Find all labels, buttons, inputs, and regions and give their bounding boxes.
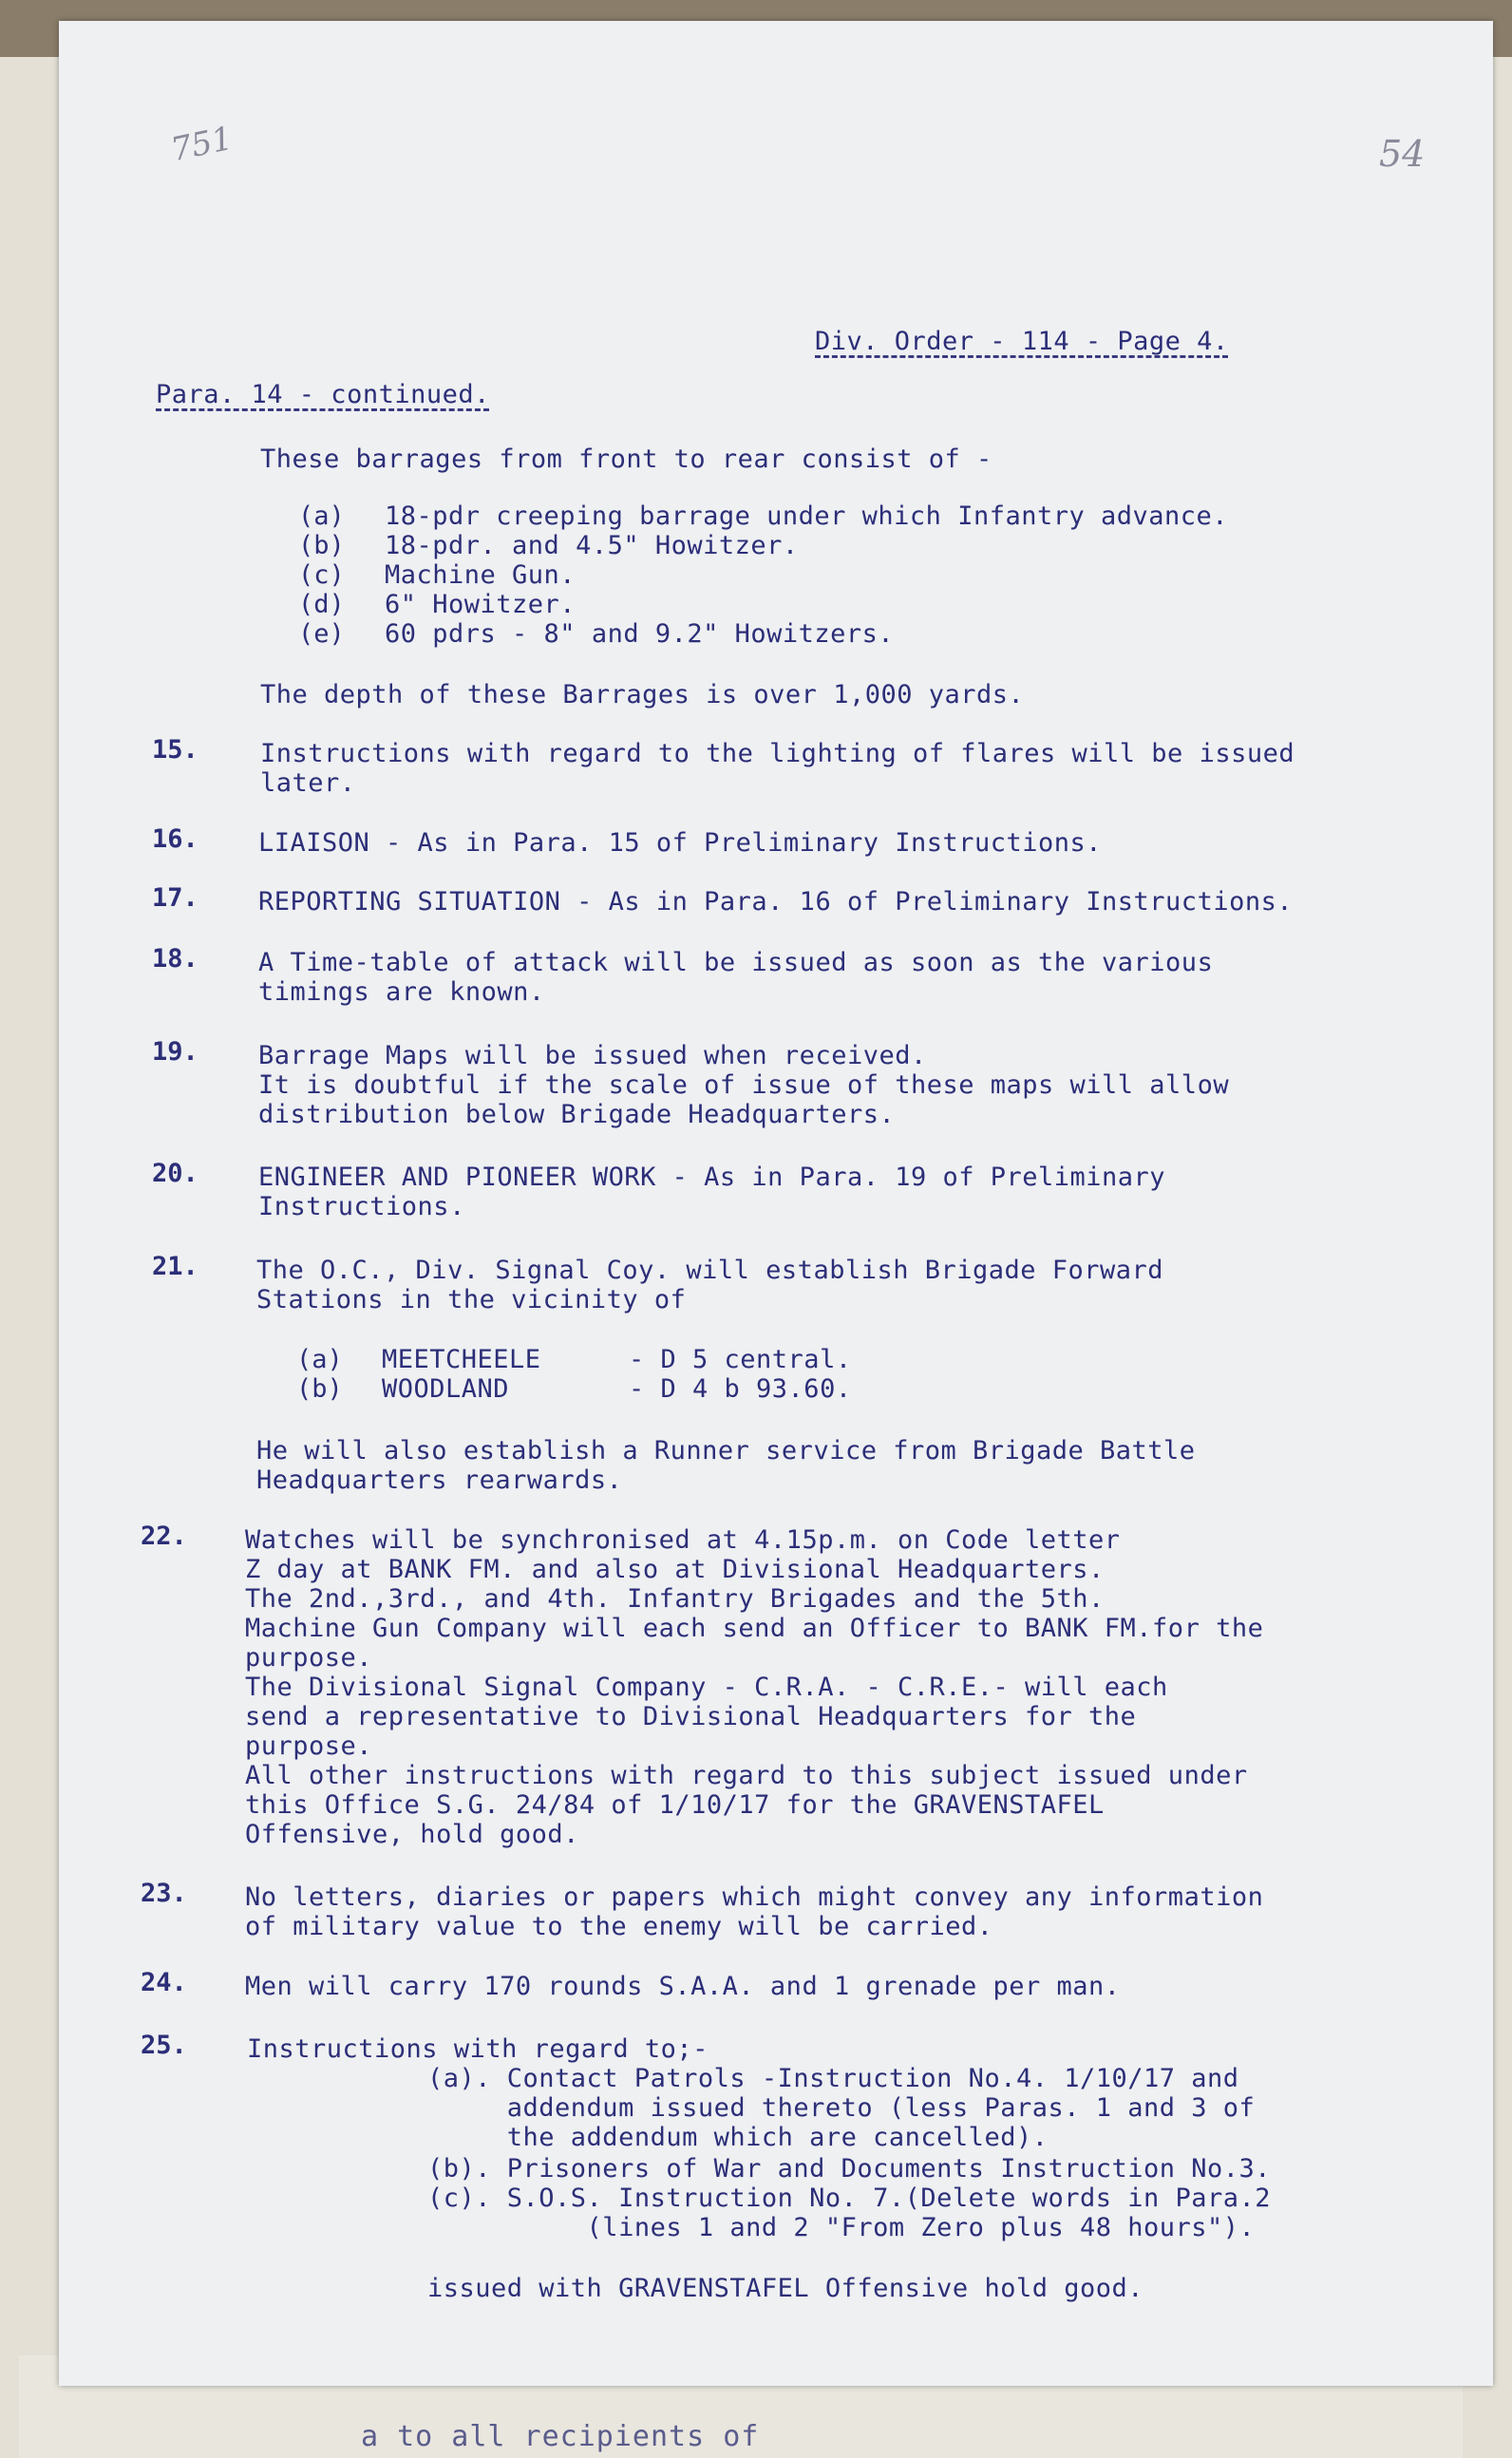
para21-number: 21. (152, 1252, 198, 1281)
para19-line: It is doubtful if the scale of issue of these maps will allow (258, 1070, 1230, 1100)
para21-runner-line: Headquarters rearwards. (256, 1465, 623, 1495)
para25-number: 25. (141, 2031, 187, 2060)
para22-line: purpose. (245, 1731, 373, 1761)
para22-line: Watches will be synchronised at 4.15p.m. on Code letter (245, 1525, 1121, 1555)
para14-item-label: (e) (298, 619, 345, 649)
station-name: WOODLAND (382, 1374, 510, 1404)
para25-closing: issued with GRAVENSTAFEL Offensive hold good. (427, 2274, 1143, 2303)
underlying-sheet-text: a to all recipients of (361, 2420, 760, 2453)
para20-line: ENGINEER AND PIONEER WORK - As in Para. 19 of Preliminary (258, 1163, 1166, 1192)
para14-intro: These barrages from front to rear consist of - (260, 444, 992, 474)
para22-line: The 2nd.,3rd., and 4th. Infantry Brigades and the 5th. (245, 1584, 1105, 1614)
para14-item-text: 60 pdrs - 8" and 9.2" Howitzers. (385, 619, 895, 649)
para14-item-text: Machine Gun. (385, 560, 576, 590)
para15-line: later. (260, 768, 356, 798)
para21-line: Stations in the vicinity of (256, 1285, 687, 1314)
para25-line: (a). Contact Patrols -Instruction No.4. 1/10/17 and (427, 2064, 1239, 2093)
para14-item-text: 18-pdr creeping barrage under which Infantry advance. (385, 501, 1229, 531)
para14-item-label: (b) (298, 531, 345, 560)
station-map-reference: - D 4 b 93.60. (629, 1374, 852, 1404)
para14-item-label: (a) (298, 501, 345, 531)
document-page (59, 21, 1493, 2386)
para14-item-label: (c) (298, 560, 345, 590)
para17-number: 17. (152, 883, 198, 913)
para19-line: Barrage Maps will be issued when received. (258, 1041, 927, 1070)
para20-number: 20. (152, 1159, 198, 1188)
para24-line: Men will carry 170 rounds S.A.A. and 1 grenade per man. (245, 1972, 1121, 2001)
para18-number: 18. (152, 944, 198, 974)
station-label: (a) (296, 1345, 343, 1374)
order-header: Div. Order - 114 - Page 4. (815, 327, 1229, 356)
para25-line: the addendum which are cancelled). (427, 2123, 1049, 2152)
para14-item-text: 18-pdr. and 4.5" Howitzer. (385, 531, 799, 560)
para19-number: 19. (152, 1037, 198, 1067)
para22-line: Z day at BANK FM. and also at Divisional Headquarters. (245, 1555, 1105, 1584)
para22-line: this Office S.G. 24/84 of 1/10/17 for the GRAVENSTAFEL (245, 1790, 1105, 1820)
pencil-folio-number: 751 (167, 119, 236, 170)
station-map-reference: - D 5 central. (629, 1345, 852, 1374)
para24-number: 24. (141, 1968, 187, 1997)
para22-number: 22. (141, 1522, 187, 1551)
para22-line: The Divisional Signal Company - C.R.A. - C.R.E.- will each (245, 1673, 1168, 1702)
para22-line: Offensive, hold good. (245, 1820, 579, 1849)
para25-line: (lines 1 and 2 "From Zero plus 48 hours"). (427, 2213, 1256, 2242)
para14-depth: The depth of these Barrages is over 1,000 yards. (260, 680, 1025, 709)
para16-line: LIAISON - As in Para. 15 of Preliminary Instructions. (258, 828, 1103, 858)
pencil-page-corner: 54 (1379, 133, 1426, 175)
para23-line: of military value to the enemy will be carried. (245, 1912, 993, 1941)
para20-line: Instructions. (258, 1192, 465, 1221)
para14-heading: Para. 14 - continued. (156, 380, 490, 409)
para22-line: send a representative to Divisional Headquarters for the (245, 1702, 1137, 1731)
para23-number: 23. (141, 1879, 187, 1908)
para25-line: (c). S.O.S. Instruction No. 7.(Delete words in Para.2 (427, 2184, 1272, 2213)
para22-line: Machine Gun Company will each send an Officer to BANK FM.for the (245, 1614, 1264, 1643)
para18-line: timings are known. (258, 977, 545, 1007)
para22-line: All other instructions with regard to this subject issued under (245, 1761, 1248, 1790)
para18-line: A Time-table of attack will be issued as soon as the various (258, 948, 1214, 977)
para23-line: No letters, diaries or papers which might convey any information (245, 1882, 1264, 1912)
para17-line: REPORTING SITUATION - As in Para. 16 of Preliminary Instructions. (258, 887, 1294, 917)
para25-line: (b). Prisoners of War and Documents Instruction No.3. (427, 2154, 1272, 2184)
para25-line: addendum issued thereto (less Paras. 1 and 3 of (427, 2093, 1256, 2123)
para15-number: 15. (152, 735, 198, 765)
para21-runner-line: He will also establish a Runner service from Brigade Battle (256, 1436, 1196, 1465)
para16-number: 16. (152, 824, 198, 854)
station-name: MEETCHEELE (382, 1345, 541, 1374)
para19-line: distribution below Brigade Headquarters. (258, 1100, 896, 1129)
station-label: (b) (296, 1374, 343, 1404)
para25-intro: Instructions with regard to;- (247, 2034, 709, 2064)
para14-item-text: 6" Howitzer. (385, 590, 576, 619)
para22-line: purpose. (245, 1643, 373, 1673)
para21-line: The O.C., Div. Signal Coy. will establish Brigade Forward (256, 1256, 1164, 1285)
para14-item-label: (d) (298, 590, 345, 619)
para15-line: Instructions with regard to the lighting of flares will be issued (260, 739, 1295, 768)
